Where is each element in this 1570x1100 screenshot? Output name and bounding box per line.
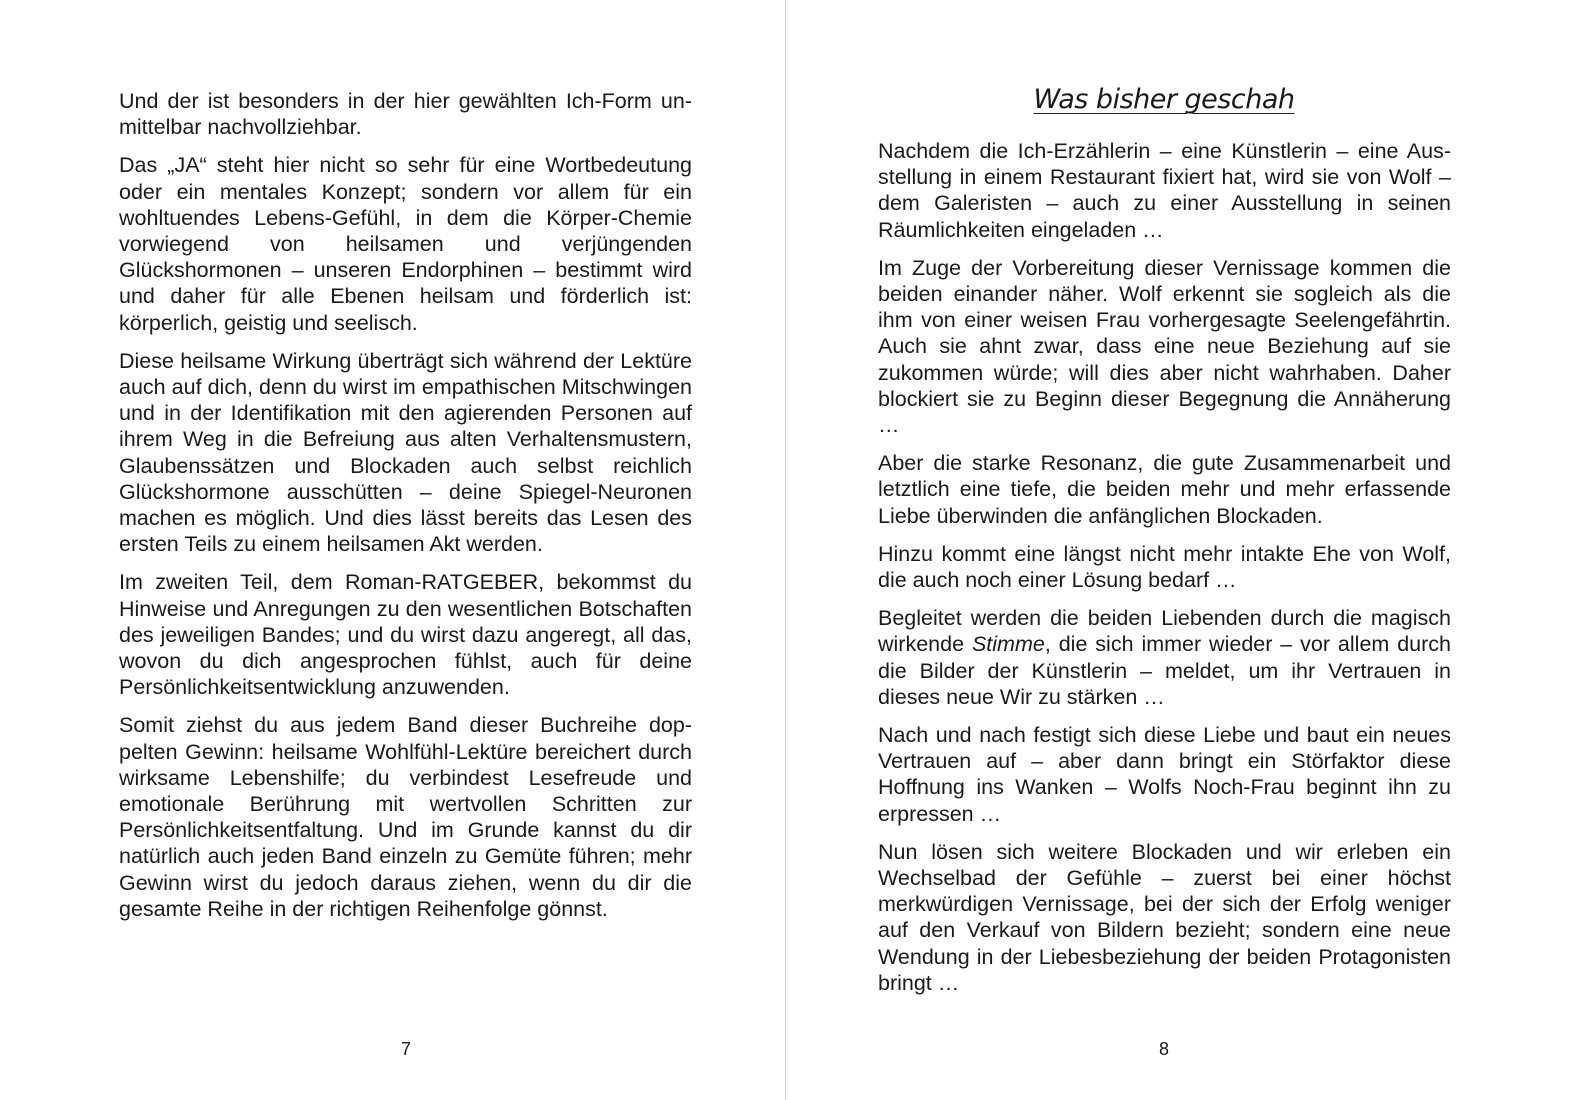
chapter-title: Was bisher geschah xyxy=(1033,84,1295,115)
paragraph: Diese heilsame Wirkung überträgt sich während der Lektüre auch auf dich, denn du wirst im empathischen Mitschwingen und in der Identifikation mit den agierenden Personen auf ihrem Weg in die Befreiung aus alten Verhaltensmustern, Glaubenssätzen und Blockaden auch selbst reichlich Glückshormone ausschütten – deine Spiegel-Neuronen machen es möglich. Und dies lässt bereits das Lesen des ersten Teils zu einem heilsamen Akt werden. xyxy=(119,348,692,557)
right-page-body xyxy=(878,138,1451,1008)
paragraph: Nun lösen sich weitere Blockaden und wir erleben ein Wechselbad der Gefühle – zuerst bei einer höchst merkwürdigen Vernissage, bei der sich der Erfolg weniger auf den Verkauf von Bildern bezieht; sondern eine neue Wendung in der Liebesbeziehung der beiden Protagonisten bringt … xyxy=(878,839,1451,995)
page-number: 8 xyxy=(1158,1039,1169,1059)
paragraph: Und der ist besonders in der hier gewählten Ich-Form unmittelbar nachvollziehbar. xyxy=(119,89,692,140)
paragraph: Nachdem die Ich-Erzählerin – eine Künstlerin – eine Ausstellung in einem Restaurant fixiert hat, wird sie von Wolf – dem Galeristen – auch zu einer Ausstellung in seinen Räumlichkeiten eingeladen … xyxy=(878,139,1451,242)
right-page xyxy=(786,0,1570,1100)
paragraph: Im Zuge der Vorbereitung dieser Vernissage kommen die beiden einander näher. Wolf erkennt sie sogleich als die ihm von einer weisen Frau vorhergesagte Seelengefährtin. Auch sie ahnt zwar, dass eine neue Beziehung auf sie zukommen würde; will dies aber nicht wahrhaben. Daher blockiert sie zu Beginn dieser Begegnung die Annäherung … xyxy=(878,255,1451,438)
emphasized-word: Stimme xyxy=(971,632,1045,657)
paragraph: Nach und nach festigt sich diese Liebe und baut ein neues Vertrauen auf – aber dann bringt ein Störfaktor diese Hoffnung ins Wanken – Wolfs Noch-Frau beginnt ihn zu erpressen … xyxy=(878,723,1451,826)
paragraph: Somit ziehst du aus jedem Band dieser Buchreihe doppelten Gewinn: heilsame Wohlfühl-Lektüre bereichert durch wirksame Lebenshilfe; du verbindest Lesefreude und emotionale Berührung mit wertvollen Schritten zur Persönlichkeitsentfaltung. Und im Grunde kannst du dir natürlich auch jeden Band einzeln zu Gemüte führen; mehr Gewinn wirst du jedoch daraus ziehen, wenn du dir die gesamte Reihe in der richtigen Reihenfolge gönnst. xyxy=(119,713,692,921)
page-number: 7 xyxy=(400,1039,411,1059)
paragraph: Hinzu kommt eine längst nicht mehr intakte Ehe von Wolf, die auch noch einer Lösung bedarf … xyxy=(878,541,1451,593)
paragraph: Das „JA“ steht hier nicht so sehr für eine Wortbedeutung oder ein mentales Konzept; sondern vor allem für ein wohltuendes Lebens-Gefühl, in dem die Körper-Chemie vorwiegend von heilsamen und verjüngenden Glückshormonen – unseren Endorphinen – bestimmt wird und daher für alle Ebenen heilsam und förderlich ist: körperlich, geistig und seelisch. xyxy=(119,153,692,335)
left-page-body xyxy=(119,88,692,934)
paragraph: Begleitet werden die beiden Liebenden durch die magisch wirkende Stimme, die sich immer wieder – vor allem durch die Bilder der Künstlerin – meldet, um ihr Vertrauen in dieses neue Wir zu stärken … xyxy=(878,606,1452,709)
paragraph: Aber die starke Resonanz, die gute Zusammenarbeit und letztlich eine tiefe, die beiden mehr und mehr erfassende Liebe überwinden die anfänglichen Blockaden. xyxy=(878,451,1451,528)
paragraph: Im zweiten Teil, dem Roman-RATGEBER, bekommst du Hinweise und Anregungen zu den wesentlichen Botschaften des jeweiligen Bandes; und du wirst dazu angeregt, all das, wovon du dich angesprochen fühlst, auch für deine Persönlichkeitsentwicklung anzuwenden. xyxy=(119,570,692,700)
